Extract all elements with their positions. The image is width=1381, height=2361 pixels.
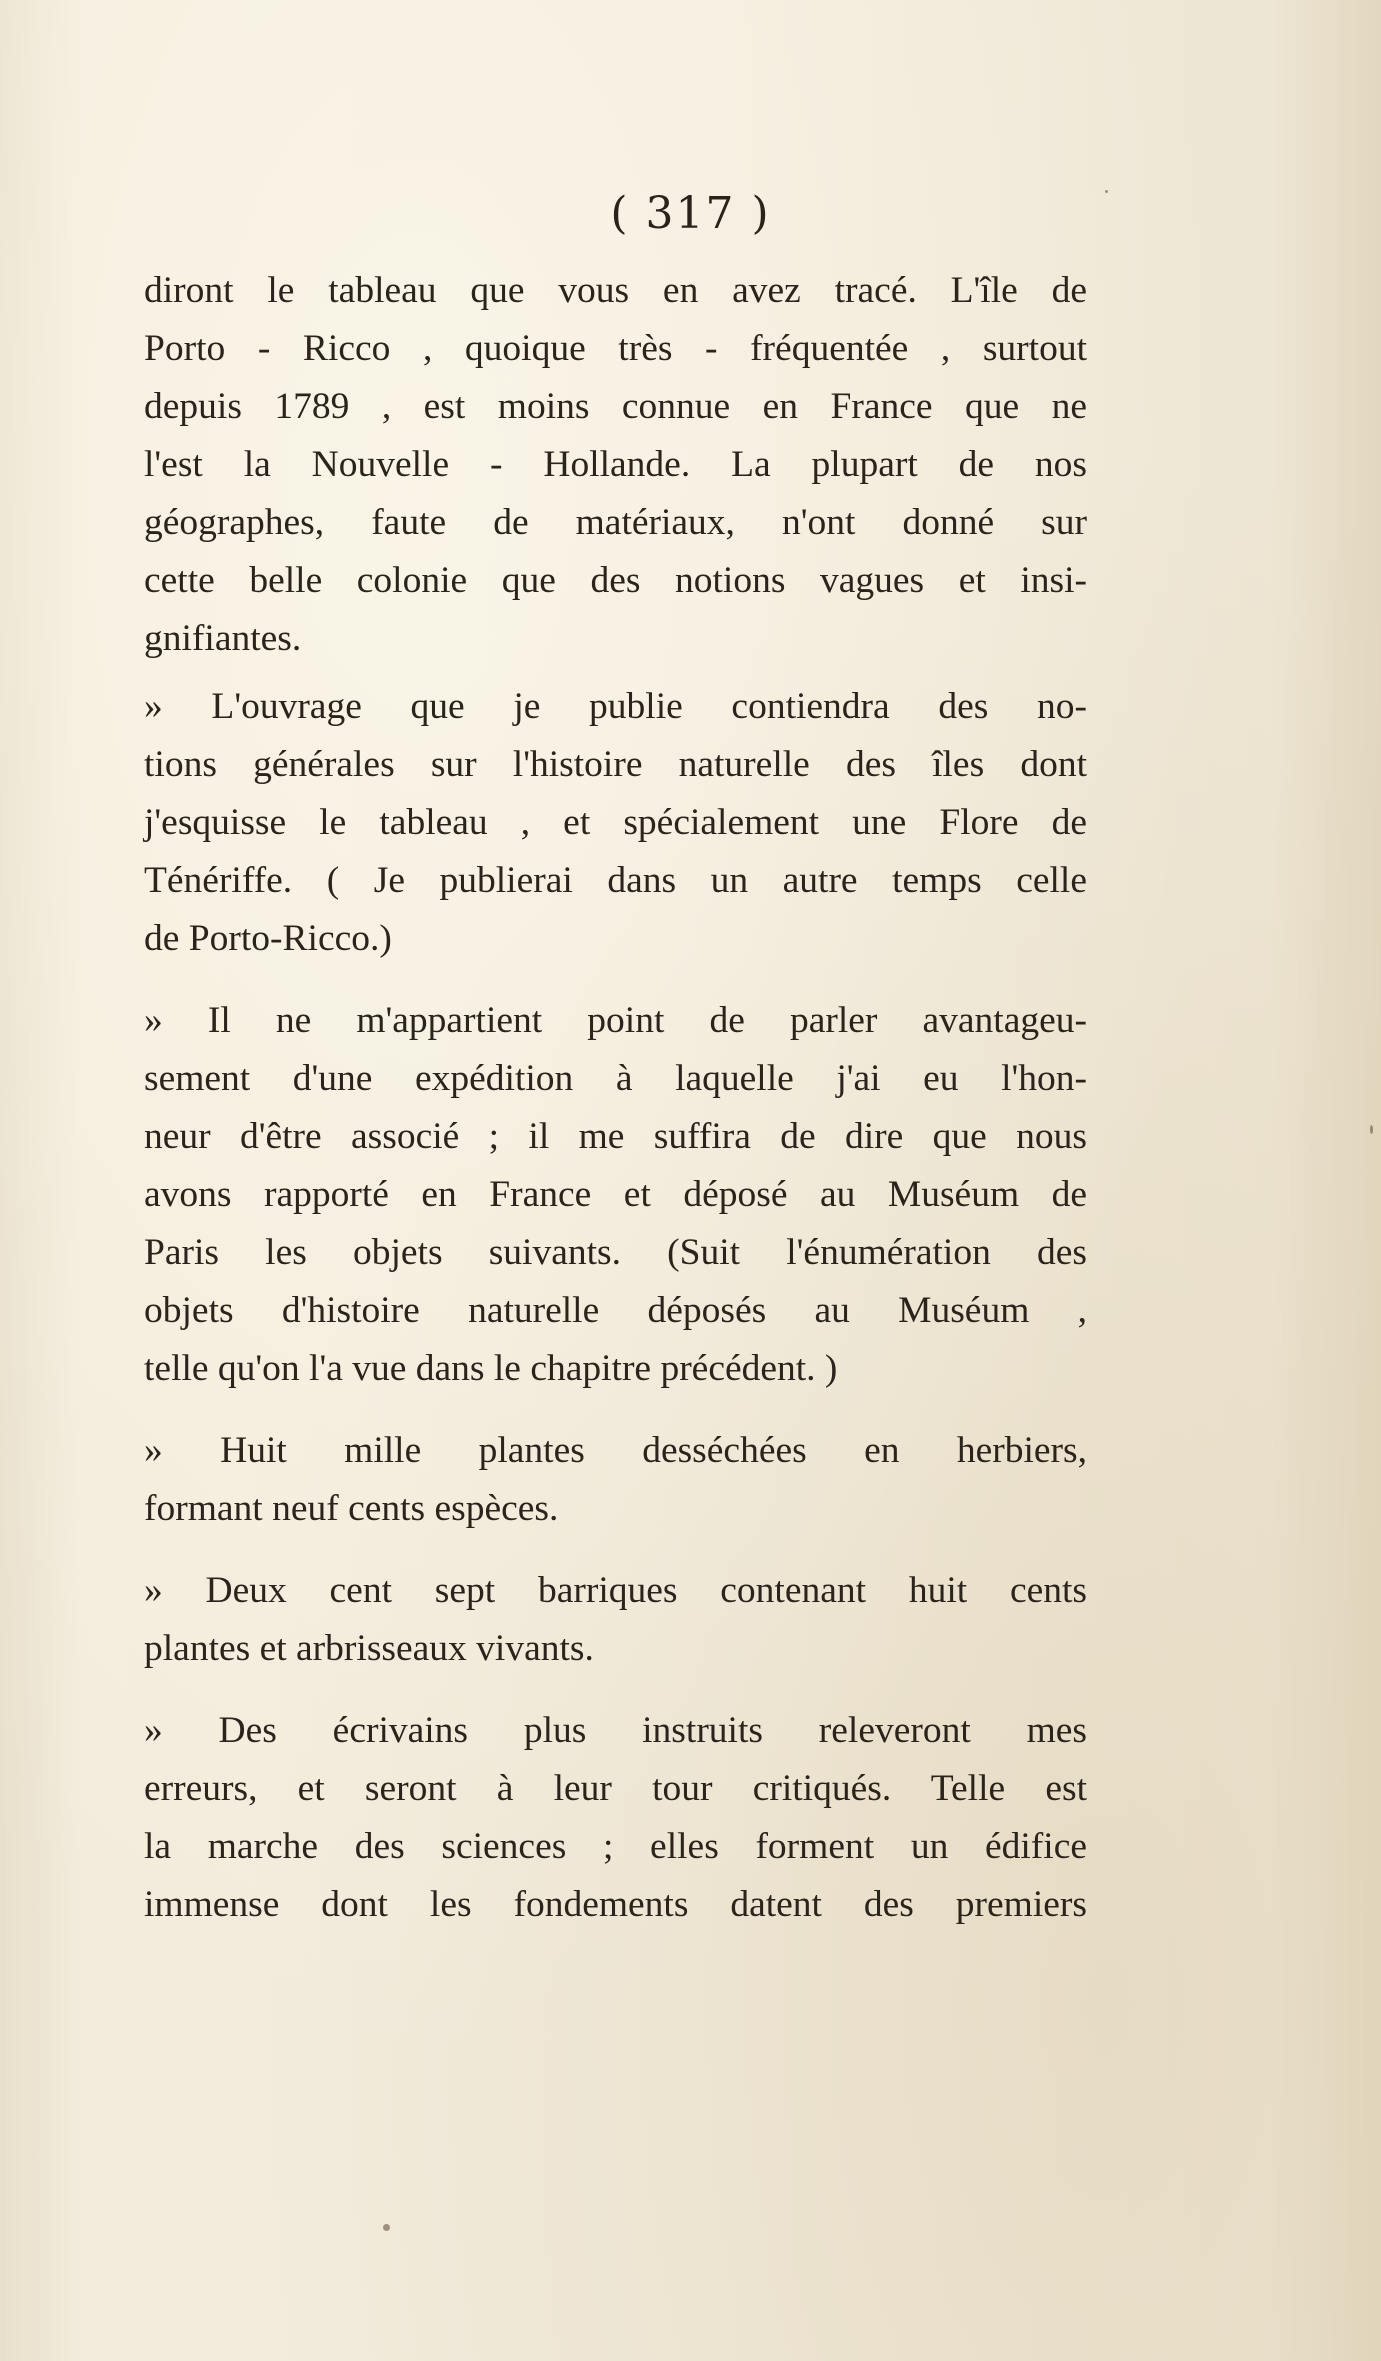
body-text: [144, 262, 1087, 1934]
text-line: géographes, faute de matériaux, n'ont donné sur: [144, 502, 1087, 543]
text-line: gnifiantes.: [144, 618, 302, 659]
text-line: sement d'une expédition à laquelle j'ai eu l'hon-: [144, 1058, 1087, 1099]
text-line: » Des écrivains plus instruits releveront mes: [144, 1710, 1087, 1751]
text-line: l'est la Nouvelle - Hollande. La plupart de nos: [144, 444, 1087, 485]
text-line: depuis 1789 , est moins connue en France que ne: [144, 386, 1087, 427]
paragraph: [144, 1702, 1087, 1934]
text-line: » Deux cent sept barriques contenant huit cents: [144, 1570, 1087, 1611]
paragraph: [144, 262, 1087, 668]
text-line: la marche des sciences ; elles forment un édifice: [144, 1826, 1087, 1867]
paper-speck: [1370, 1125, 1373, 1134]
text-line: » Il ne m'appartient point de parler avantageu-: [144, 1000, 1087, 1041]
page-number: ( 317 ): [610, 188, 771, 239]
paragraph: [144, 678, 1087, 968]
text-line: plantes et arbrisseaux vivants.: [144, 1628, 594, 1669]
text-line: de Porto-Ricco.): [144, 918, 392, 959]
text-line: erreurs, et seront à leur tour critiqués. Telle est: [144, 1768, 1087, 1809]
text-line: diront le tableau que vous en avez tracé. L'île de: [144, 270, 1087, 311]
paper-speck: [383, 2224, 390, 2231]
text-line: Ténériffe. ( Je publierai dans un autre temps celle: [144, 860, 1087, 901]
paragraph: [144, 1422, 1087, 1538]
paragraph: [144, 992, 1087, 1398]
text-line: avons rapporté en France et déposé au Muséum de: [144, 1174, 1087, 1215]
text-line: cette belle colonie que des notions vagues et insi-: [144, 560, 1087, 601]
text-line: objets d'histoire naturelle déposés au Muséum ,: [144, 1290, 1087, 1331]
text-line: immense dont les fondements datent des premiers: [144, 1884, 1087, 1925]
text-line: telle qu'on l'a vue dans le chapitre précédent. ): [144, 1348, 838, 1389]
paragraph: [144, 1562, 1087, 1678]
text-line: tions générales sur l'histoire naturelle des îles dont: [144, 744, 1087, 785]
text-line: neur d'être associé ; il me suffira de dire que nous: [144, 1116, 1087, 1157]
paper-speck: [1105, 190, 1108, 193]
text-line: j'esquisse le tableau , et spécialement une Flore de: [144, 802, 1087, 843]
text-line: Porto - Ricco , quoique très - fréquentée , surtout: [144, 328, 1087, 369]
text-line: Paris les objets suivants. (Suit l'énumération des: [144, 1232, 1087, 1273]
text-line: » Huit mille plantes desséchées en herbiers,: [144, 1430, 1087, 1471]
text-line: » L'ouvrage que je publie contiendra des no-: [144, 686, 1087, 727]
text-line: formant neuf cents espèces.: [144, 1488, 559, 1529]
